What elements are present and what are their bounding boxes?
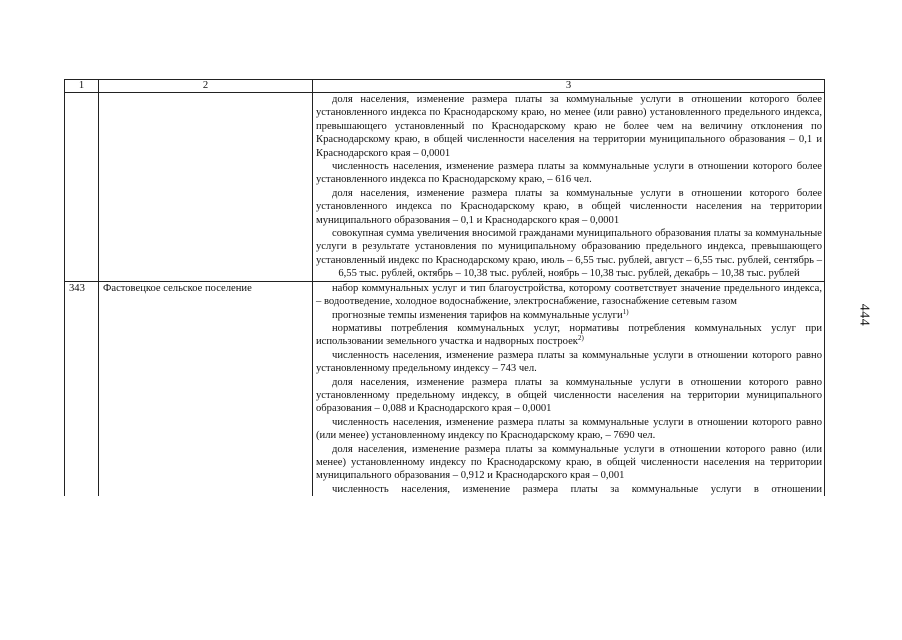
row-name-cell xyxy=(99,93,313,282)
paragraph xyxy=(316,309,822,322)
paragraph xyxy=(316,322,822,349)
paragraph-text: нормативы потребления коммунальных услуг, нормативы потребления коммунальных услуг при использовании земельного участка и надворных построек xyxy=(316,322,822,348)
municipality-name: Фастовецкое сельское поселение xyxy=(99,281,313,496)
table-row-continued xyxy=(65,93,825,282)
row-number-cell xyxy=(65,93,99,282)
header-col-3: 3 xyxy=(313,80,825,93)
row-content-cell xyxy=(313,93,825,282)
document-table xyxy=(64,79,825,496)
paragraph: численность населения, изменение размера платы за коммунальные услуги в отношении которого равно установленному предельному индексу – 743 чел. xyxy=(316,349,822,375)
paragraph: доля населения, изменение размера платы за коммунальные услуги в отношении которого равно установленному предельному индексу, в общей численности населения на территории муниципального образования – 0,088 и Краснодарского края – 0,0001 xyxy=(316,376,822,415)
footnote-mark: 2) xyxy=(577,334,584,343)
row-number: 343 xyxy=(65,281,99,496)
table-header-row xyxy=(65,80,825,93)
table-row xyxy=(65,281,825,496)
footnote-mark: 1) xyxy=(622,307,629,316)
paragraph: доля населения, изменение размера платы за коммунальные услуги в отношении которого более установленного индекса по Краснодарскому краю, но менее (или равно) установленного предельного индекса, превышающего установленный по Краснодарскому краю не более чем на величину отклонения по Краснодарскому краю, в общей численности населения на территории муниципального образования – 0,1 и Краснодарского края – 0,0001 xyxy=(316,94,822,159)
header-col-2: 2 xyxy=(99,80,313,93)
paragraph: набор коммунальных услуг и тип благоустройства, которому соответствует значение предельного индекса, – водоотведение, холодное водоснабжение, электроснабжение, газоснабжение сетевым газом xyxy=(316,282,822,308)
paragraph: численность населения, изменение размера платы за коммунальные услуги в отношении xyxy=(332,483,822,495)
header-col-1: 1 xyxy=(65,80,99,93)
row-content-cell xyxy=(313,281,825,496)
paragraph: численность населения, изменение размера платы за коммунальные услуги в отношении которого равно (или менее) установленному индексу по Краснодарскому краю, – 7690 чел. xyxy=(316,416,822,442)
page-number: 444 xyxy=(856,303,872,327)
paragraph: доля населения, изменение размера платы за коммунальные услуги в отношении которого равно (или менее) установленному индексу по Краснодарскому краю, в общей численности населения на территории муниципального образования – 0,912 и Краснодарского края – 0,001 xyxy=(316,443,822,482)
paragraph: совокупная сумма увеличения вносимой гражданами муниципального образования платы за коммунальные услуги в результате установления по муниципальному образованию предельного индекса, превышающего установленный индекс по Краснодарскому краю, июль – 6,55 тыс. рублей, август – 6,55 тыс. рублей, сентябрь – 6,55 тыс. рублей, октябрь – 10,38 тыс. рублей, ноябрь – 10,38 тыс. рублей, декабрь – 10,38 тыс. рублей xyxy=(316,228,822,280)
paragraph: численность населения, изменение размера платы за коммунальные услуги в отношении которого более установленного индекса по Краснодарскому краю, – 616 чел. xyxy=(316,161,822,186)
paragraph: доля населения, изменение размера платы за коммунальные услуги в отношении которого более установленного индекса по Краснодарскому краю, в общей численности населения на территории муниципального образования – 0,1 и Краснодарского края – 0,0001 xyxy=(316,187,822,226)
paragraph-text: прогнозные темпы изменения тарифов на коммунальные услуги xyxy=(332,309,623,321)
